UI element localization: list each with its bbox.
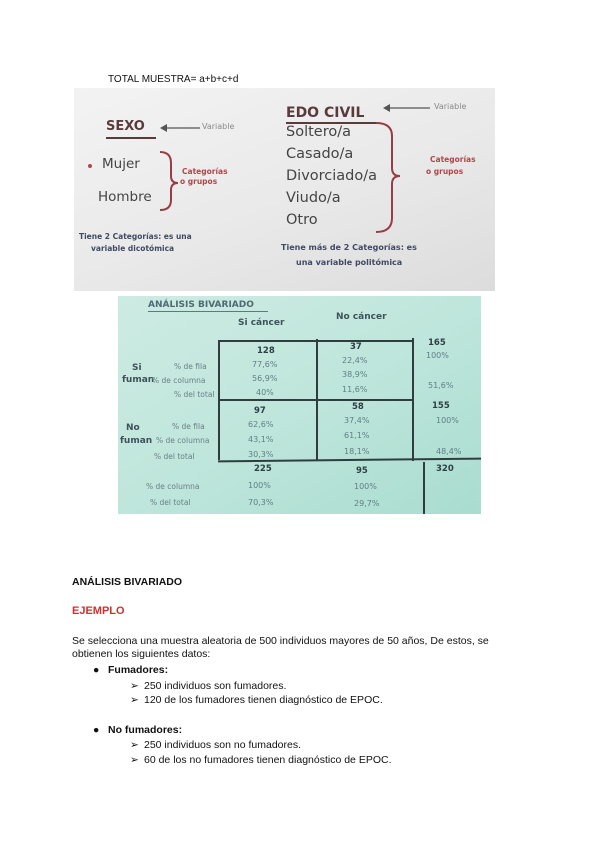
row-total-si-n: 165 (428, 338, 446, 348)
cell-a-n: 128 (257, 346, 275, 356)
bullet-icon: ● (93, 724, 100, 736)
grid-total-divider (423, 462, 425, 514)
row-no-label-1: No (126, 423, 140, 433)
cell-d-col: 61,1% (344, 431, 370, 440)
cell-a-col: 56,9% (252, 374, 278, 383)
arrow-bullet-icon: ➢ (130, 680, 139, 692)
bivariate-table-photo (118, 296, 481, 514)
row-no-label-2: fuman (120, 436, 153, 446)
row-total-si-total: 51,6% (428, 381, 454, 390)
cell-d-total: 18,1% (344, 447, 370, 456)
row-si-label-2: fuman (122, 375, 155, 385)
example-label: EJEMPLO (72, 605, 125, 617)
col-header-no-cancer: No cáncer (336, 312, 387, 322)
col-total-no-n: 95 (356, 466, 368, 476)
group-no-fumadores-item-1: 250 individuos son no fumadores. (144, 739, 302, 751)
cell-a-fila: 77,6% (252, 360, 278, 369)
edo-civil-variable-label: Variable (434, 102, 467, 111)
footer-pct-total-label: % del total (150, 498, 191, 507)
sexo-title: SEXO (106, 119, 145, 134)
table-title: ANÁLISIS BIVARIADO (148, 300, 254, 310)
si-pct-columna-label: % de columna (152, 376, 206, 385)
intro-line-1: Se selecciona una muestra aleatoria de 500 individuos mayores de 50 años, De estos, se (72, 635, 489, 647)
total-muestra-line: TOTAL MUESTRA= a+b+c+d (108, 74, 239, 85)
title-underline (148, 311, 268, 312)
grand-total: 320 (436, 464, 454, 474)
cell-c-n: 97 (254, 406, 266, 416)
sexo-note-line2: variable dicotómica (91, 244, 175, 253)
cell-b-fila: 22,4% (342, 356, 368, 365)
section-heading: ANÁLISIS BIVARIADO (72, 576, 183, 588)
cell-c-total: 30,3% (248, 450, 274, 459)
row-total-no-n: 155 (432, 401, 450, 411)
cell-a-total: 40% (256, 388, 274, 397)
si-pct-fila-label: % de fila (174, 362, 207, 371)
edo-category-casado: Casado/a (286, 146, 354, 162)
cell-b-n: 37 (350, 342, 362, 352)
row-total-no-pct: 100% (436, 416, 459, 425)
group-fumadores-title: Fumadores: (108, 664, 169, 676)
intro-line-2: obtienen los siguientes datos: (72, 648, 211, 660)
row-total-si-pct: 100% (426, 351, 449, 360)
arrow-bullet-icon: ➢ (130, 739, 139, 751)
edo-category-viudo: Viudo/a (286, 190, 341, 206)
cell-d-n: 58 (352, 402, 364, 412)
sexo-note-line1: Tiene 2 Categorías: es una (79, 232, 192, 241)
variables-photo (74, 88, 495, 291)
sexo-category-hombre: Hombre (98, 189, 152, 205)
cell-b-total: 11,6% (342, 385, 368, 394)
group-fumadores-item-1: 250 individuos son fumadores. (144, 680, 287, 692)
group-no-fumadores-title: No fumadores: (108, 724, 183, 736)
si-pct-total-label: % del total (174, 390, 215, 399)
col-total-no-col: 100% (354, 482, 377, 491)
cell-c-col: 43,1% (248, 435, 274, 444)
col-total-si-col: 100% (248, 481, 271, 490)
group-no-fumadores-item-2: 60 de los no fumadores tienen diagnóstico de EPOC. (144, 754, 392, 766)
row-total-no-total: 48,4% (436, 447, 462, 456)
edo-category-soltero: Soltero/a (286, 124, 351, 140)
arrow-bullet-icon: ➢ (130, 754, 139, 766)
col-total-no-total: 29,7% (354, 499, 380, 508)
edo-civil-title: EDO CIVIL (286, 105, 365, 121)
col-total-si-n: 225 (254, 464, 272, 474)
edo-categorias-label: Categorías (430, 155, 476, 164)
cell-b-col: 38,9% (342, 370, 368, 379)
edo-note-line2: una variable politómica (296, 258, 403, 267)
sexo-variable-label: Variable (202, 122, 235, 131)
group-fumadores-item-2: 120 de los fumadores tienen diagnóstico de EPOC. (144, 694, 383, 706)
no-pct-fila-label: % de fila (172, 422, 205, 431)
edo-note-line1: Tiene más de 2 Categorías: es (281, 243, 417, 252)
row-si-label-1: Si (132, 363, 142, 373)
cell-d-fila: 37,4% (344, 416, 370, 425)
sexo-category-mujer: Mujer (102, 156, 140, 172)
cell-c-fila: 62,6% (248, 420, 274, 429)
edo-grupos-label: o grupos (426, 167, 464, 176)
arrow-bullet-icon: ➢ (130, 694, 139, 706)
col-header-si-cancer: Si cáncer (238, 318, 285, 328)
no-pct-columna-label: % de columna (156, 436, 210, 445)
col-total-si-total: 70,3% (248, 498, 274, 507)
bullet-icon: ● (93, 664, 100, 676)
grid-middle-row (218, 399, 414, 401)
sexo-categorias-label: Categorías (182, 167, 228, 176)
edo-category-divorciado: Divorciado/a (286, 168, 378, 184)
footer-pct-columna-label: % de columna (146, 482, 200, 491)
sexo-grupos-label: o grupos (180, 177, 218, 186)
no-pct-total-label: % del total (154, 452, 195, 461)
edo-category-otro: Otro (286, 212, 318, 228)
